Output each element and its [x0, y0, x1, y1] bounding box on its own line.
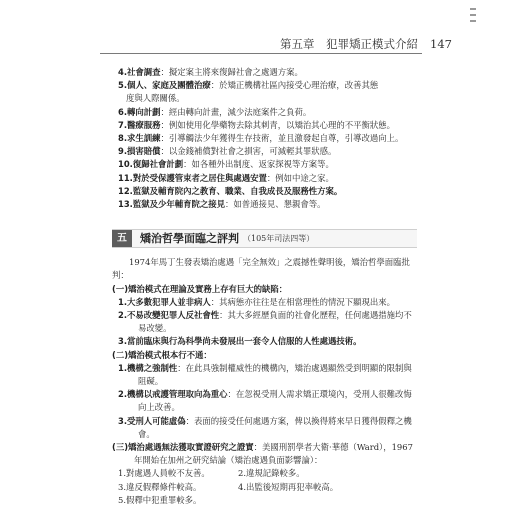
list-item: 13.監獄及少年輔育院之接見：如普通接見、懇親會等。	[118, 199, 326, 210]
list-item: 11.對於受保護管束者之居住與處遇安置：例如中途之家。	[118, 172, 334, 183]
page-number: 147	[430, 37, 452, 51]
running-header	[0, 36, 452, 52]
list-item: 1.機構之強制性：在此具強制權威性的機構內，矯治處遇顯然受到明顯的限制與阻礙。	[118, 362, 412, 387]
finding: 4.出監後短期再犯率較高。	[238, 481, 339, 492]
list-item-continuation: 度與人際關係。	[126, 93, 185, 104]
section-number: 五	[112, 230, 132, 247]
page-body	[112, 66, 417, 507]
finding: 1.對處遇人員較不友善。	[118, 468, 210, 479]
crop-marks	[470, 8, 476, 30]
intro-paragraph: 1974年馬丁生發表矯治處遇「完全無效」之震撼性聲明後，矯治哲學面臨批判：	[112, 257, 410, 281]
list-item: 5.個人、家庭及團體治療：於矯正機構社區內接受心理治療，改善其態	[118, 80, 379, 91]
list-item: 6.轉向計劃：經由轉向計畫，減少法庭案件之負荷。	[118, 106, 312, 117]
treatment-items	[112, 66, 417, 211]
list-item: 9.損害賠償：以金錢補償對社會之損害，可減輕其罪狀感。	[118, 146, 337, 157]
list-item: 4.社會調查：擬定案主將來復歸社會之處遇方案。	[118, 67, 303, 77]
section-title: 矯治哲學面臨之評判	[140, 232, 239, 246]
list-item: 3.受刑人可能虛偽：表面的接受任何處遇方案，俾以換得將來早日獲得假釋之機會。	[118, 415, 412, 439]
finding: 2.違規記錄較多。	[238, 468, 305, 479]
list-item: 1.大多數犯罪人並非病人：其病態亦往往是在相當理性的情況下顯現出來。	[118, 296, 396, 307]
list-item: 2.機構以戒護管理取向為重心：在忽視受刑人需求矯正環境內，受刑人很難改悔向上改善。	[118, 389, 412, 413]
exam-note: （105年司法四等）	[243, 234, 315, 244]
list-item: 2.不易改變犯罪人反社會性：其大多經歷負面的社會化歷程，任何處遇措施均不易改變。	[118, 310, 412, 334]
chapter-title: 第五章 犯罪矯正模式介紹	[280, 37, 419, 51]
section-heading	[112, 229, 417, 248]
header-rule	[100, 53, 422, 54]
list-item: 3.當前臨床與行為科學尚未發展出一套令人信服的人性處遇技術。	[118, 336, 362, 347]
group-heading: (一)矯治模式在理論及實務上存有巨大的缺陷：	[112, 283, 288, 294]
finding	[238, 494, 358, 507]
list-item: 10.復歸社會計劃：如各種外出制度、返家探視等方案等。	[118, 159, 334, 170]
finding-row	[112, 467, 417, 480]
list-item: 12.監獄及輔育院內之教育、職業、自我成長及服務性方案。	[118, 185, 343, 196]
group-heading: (三)矯治處遇無法獲取實證研究之證實：美國刑罰學者大衛·華德（Ward），1967年開始在加州之研究結論（矯治處遇負面影響論）：	[112, 442, 413, 466]
list-item: 7.醫療服務：例如使用化學藥物去除其刺青，以矯治其心理的不平衡狀態。	[118, 119, 396, 130]
group-heading: (二)矯治模式根本行不通：	[112, 349, 212, 360]
finding-row	[112, 481, 417, 494]
list-item: 8.求生訓練：引導觸法少年獲得生存技術，並且激發起自尊，引導改過向上。	[118, 133, 404, 144]
finding: 5.假釋中犯重罪較多。	[118, 494, 202, 505]
finding: 3.違反假釋條件較高。	[118, 481, 202, 492]
finding-row	[112, 494, 417, 507]
